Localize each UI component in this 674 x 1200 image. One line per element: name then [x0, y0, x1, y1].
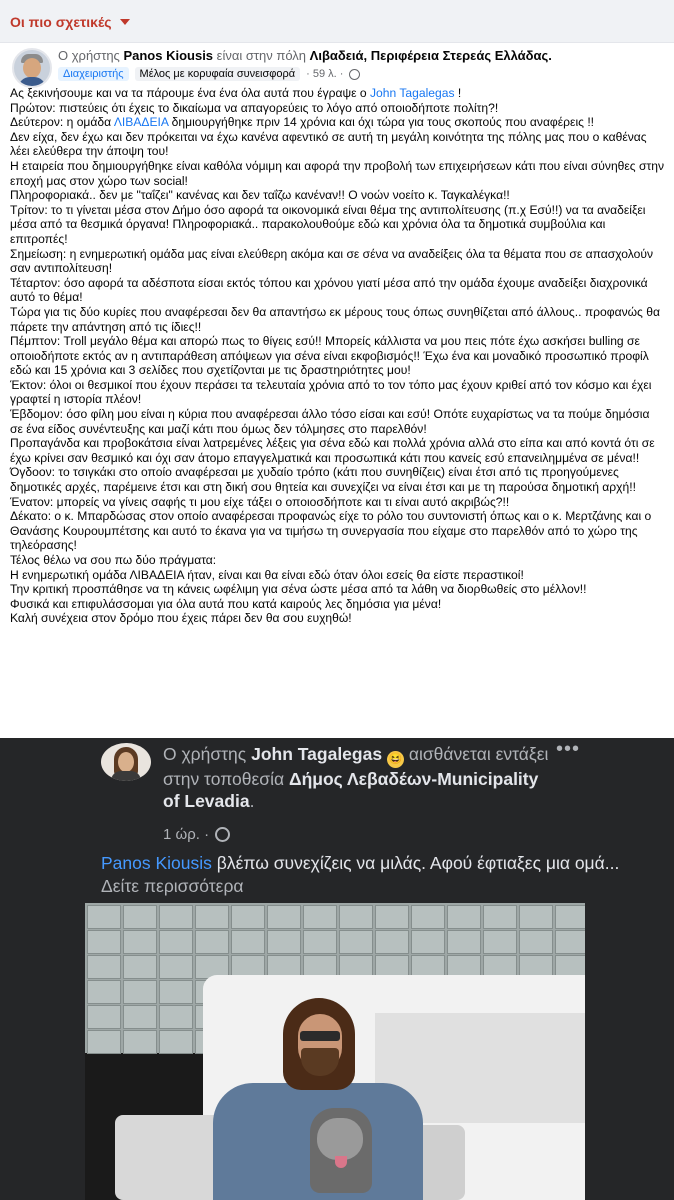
- glass-block: [87, 905, 121, 929]
- post-line: Καλή συνέχεια στον δρόμο που έχεις πάρει δεν θα σου ευχηθώ!: [10, 611, 352, 626]
- post-line: Πληροφοριακά.. δεν με "ταΐζει" κανένας και δεν ταΐζω κανέναν!! Ο νοών νοείτο κ. Ταγκαλέγκα!!: [10, 188, 510, 203]
- post-line: Τρίτον: το τι γίνεται μέσα στον Δήμο όσο αφορά τα οικονομικά είναι θέμα της αντιπολίτευσης (π.χ Εσύ!!) να τα αναδείξει μέσα από τα θεσμικά όργανα! Πληροφοριακά.. παρακολουθούμε εδώ και χρόνια όλα τα δημοτικά συμβούλια και επιτροπές!: [10, 202, 646, 246]
- more-options-icon[interactable]: •••: [556, 738, 581, 760]
- avatar[interactable]: [12, 48, 52, 88]
- glass-block: [267, 930, 301, 954]
- glass-block: [303, 930, 337, 954]
- caret-down-icon: [120, 19, 130, 25]
- location-link[interactable]: Δήμος Λεβαδέων-Municipality of Levadia: [163, 769, 539, 811]
- post-header: Ο χρήστης John Tagalegas 😆 αισθάνεται εντάξει στην τοποθεσία Δήμος Λεβαδέων-Municipality of Levadia.: [163, 744, 549, 811]
- post-line: Προπαγάνδα και προβοκάτσια είναι λατρεμένες λέξεις για σένα εδώ και πολλά χρόνια αλλά στο είπα και από κοντά ότι σε έχω κρίνει σαν θεσμικό και όχι σαν άτομο επαγγελματικά και προσωπικά κάτι που κανείς εσύ επανειλημμένα σε μένα!!: [10, 436, 655, 465]
- post-line: Σημείωση: η ενημερωτική ομάδα μας είναι ελεύθερη ακόμα και σε σένα να αναδείξεις όλα τα θέματα που σε απασχολούν σαν αντιπολίτευση!: [10, 246, 654, 276]
- post-line: Δεν είχα, δεν έχω και δεν πρόκειται να έχω κανένα αφεντικό σε αυτή τη μεγάλη κοινότητα της πόλης μας που ο καθένας λέει ελεύθερα την άποψη του!: [10, 129, 647, 159]
- post-photo[interactable]: [85, 903, 585, 1200]
- post-line: Πρώτον: πιστεύεις ότι έχεις το δικαίωμα να απαγορεύεις το λόγο από οποιοδήποτε πολίτη?!: [10, 100, 499, 115]
- post-line: Ας ξεκινήσουμε και να τα πάρουμε ένα ένα όλα αυτά που έγραψε ο John Tagalegas !: [10, 86, 462, 100]
- header-mid: είναι στην πόλη: [216, 48, 307, 63]
- sort-dropdown[interactable]: [10, 14, 130, 30]
- globe-icon: [349, 69, 360, 80]
- sunglasses: [300, 1031, 340, 1041]
- glass-block: [519, 905, 553, 929]
- avatar[interactable]: [101, 743, 151, 781]
- glass-block: [159, 1005, 193, 1029]
- post-header: [58, 48, 552, 63]
- glass-block: [267, 905, 301, 929]
- glass-block: [483, 930, 517, 954]
- glass-block: [123, 905, 157, 929]
- glass-block: [303, 905, 337, 929]
- post-john: [0, 738, 674, 1200]
- header-prefix: Ο χρήστης: [163, 744, 247, 764]
- glass-block: [159, 930, 193, 954]
- glass-block: [231, 930, 265, 954]
- post-line: Τέλος θέλω να σου πω δύο πράγματα:: [10, 553, 217, 567]
- glass-block: [195, 905, 229, 929]
- mention-panos[interactable]: Panos Kiousis: [101, 853, 212, 873]
- glass-block: [123, 955, 157, 979]
- glass-block: [87, 1030, 121, 1054]
- post-line: Την κριτική προσπάθησε να τη κάνεις ωφέλιμη για σένα ώστε μέσα από τα λάθη να διορθωθείς στο μέλλον!!: [10, 582, 587, 597]
- post-line: Όγδοον: το τσιγκάκι στο οποίο αναφέρεσαι με χυδαίο τρόπο (κάτι που συνηθίζεις) είναι έτσι από τις προηγούμενες δημοτικές αρχές, παρέμεινε έτσι και στη δική σου θητεία και συνεχίζει να είναι έτσι και με τη παρούσα δημοτική αρχή!!: [10, 465, 636, 495]
- glass-block: [159, 955, 193, 979]
- top-contributor-badge[interactable]: Μέλος με κορυφαία συνεισφορά: [135, 67, 301, 81]
- globe-icon: [215, 827, 230, 842]
- post-line: Δεύτερον: η ομάδα ΛΙΒΑΔΕΙΑ δημιουργήθηκε πριν 14 χρόνια και όχι τώρα για τους σκοπούς που αναφέρεις !!: [10, 115, 595, 130]
- post-line: Η ενημερωτική ομάδα ΛΙΒΑΔΕΙΑ ήταν, είναι και θα είναι εδώ όταν όλοι εσείς θα είστε περαστικοί!: [10, 567, 524, 582]
- post-text: [101, 852, 621, 898]
- post-line: Πέμπτον: Troll μεγάλο θέμα και απορώ πως το θίγεις εσύ!! Μπορείς κάλλιστα να μου πεις πότε έχω ασκήσει bulling σε οποιοδήποτε εκτός αν η αντιπαράθεση απόψεων για σένα είναι εκφοβισμός!! Έχω ένα και μοναδικό προσωπικό προφίλ εδώ και 15 χρόνια και 3 σελίδες που σχετίζονται με τις δραστηριότητες μου!: [10, 334, 649, 378]
- sort-label: Οι πιο σχετικές: [10, 14, 112, 30]
- post-text: [10, 86, 664, 626]
- admin-badge[interactable]: Διαχειριστής: [58, 67, 129, 81]
- mention-livadeia[interactable]: ΛΙΒΑΔΕΙΑ: [113, 115, 169, 130]
- header-prefix: Ο χρήστης: [58, 48, 120, 63]
- glass-block: [195, 930, 229, 954]
- post-line: Έκτον: όλοι οι θεσμικοί που έχουν περάσει τα τελευταία χρόνια από το τον τόπο μας έχουν κριθεί από τον κόσμο και έχει γραφτεί η ιστορία πλέον!: [10, 377, 652, 407]
- glass-block: [555, 905, 585, 929]
- post-time[interactable]: · 59 λ. ·: [306, 68, 344, 80]
- post-line: Έβδομον: όσο φίλη μου είναι η κύρια που αναφέρεσαι άλλο τόσο είσαι και εσύ! Οπότε ευχαρίστως να τα πούμε δημόσια σε ένα είδος συνέντευξης και μαζί κάτι που όμως δεν τόλμησες στο παρελθόν!: [10, 407, 650, 436]
- post-line: Ένατον: μπορείς να γίνεις σαφής τι μου είχε τάξει ο οποιοσδήποτε και τι είναι αυτό ακριβώς?!!: [10, 494, 510, 509]
- glass-block: [123, 1030, 157, 1054]
- glass-block: [411, 930, 445, 954]
- glass-block: [375, 930, 409, 954]
- location-link[interactable]: Λιβαδειά, Περιφέρεια Στερεάς Ελλάδας.: [309, 48, 552, 63]
- glass-block: [339, 930, 373, 954]
- glass-block: [519, 930, 553, 954]
- glass-block: [87, 1005, 121, 1029]
- glass-block: [411, 905, 445, 929]
- post-panos: [0, 43, 674, 738]
- post-meta: [58, 67, 360, 81]
- post-text-body: βλέπω συνεχίζεις να μιλάς. Αφού έφτιαξες μια ομά...: [211, 853, 620, 873]
- glass-block: [87, 955, 121, 979]
- comments-sort-bar: [0, 0, 674, 43]
- post-line: Δέκατο: ο κ. Μπαρδώσας στον οποίο αναφέρεσαι προφανώς είχε το ρόλο του συντονιστή όπως και ο κ. Μερτζάνης και ο Θανάσης Κουρουμπέτσης και αυτό το έκανα για να τιμήσω τη συνεργασία που είχαμε στο παρελθόν από το χώρο της τηλεόρασης!: [10, 509, 652, 553]
- author-name[interactable]: John Tagalegas: [251, 744, 383, 764]
- glass-block: [159, 905, 193, 929]
- post-line: Φυσικά και επιφυλάσσομαι για όλα αυτά που κατά καιρούς λες δημόσια για μένα!: [10, 596, 442, 611]
- glass-block: [87, 930, 121, 954]
- post-line: Η εταιρεία που δημιουργήθηκε είναι καθόλα νόμιμη και αφορά την προβολή των επιχειρήσεων κάτι που είναι σύνηθες στην εποχή μας στον χώρο των social!: [10, 158, 664, 188]
- laughing-emoji-icon: 😆: [387, 751, 404, 768]
- header-mid: αισθάνεται εντάξει στην τοποθεσία: [163, 744, 549, 789]
- glass-block: [87, 980, 121, 1004]
- mention-john[interactable]: John Tagalegas: [369, 86, 455, 100]
- glass-block: [375, 905, 409, 929]
- glass-block: [339, 905, 373, 929]
- glass-block: [555, 930, 585, 954]
- post-time[interactable]: 1 ώρ. ·: [163, 826, 210, 843]
- glass-block: [159, 980, 193, 1004]
- glass-block: [447, 905, 481, 929]
- glass-block: [123, 930, 157, 954]
- dog-face: [317, 1118, 363, 1160]
- author-name[interactable]: Panos Kiousis: [123, 48, 214, 63]
- post-line: Τέταρτον: όσο αφορά τα αδέσποτα είσαι εκτός τόπου και χρόνου γιατί μέσα από την ομάδα έχουμε αναδείξει διαχρονικά αυτό το θέμα!: [10, 275, 648, 305]
- post-meta: [163, 826, 230, 843]
- glass-block: [123, 1005, 157, 1029]
- glass-block: [231, 905, 265, 929]
- glass-block: [159, 1030, 193, 1054]
- glass-block: [123, 980, 157, 1004]
- see-more-link[interactable]: Δείτε περισσότερα: [101, 876, 244, 896]
- glass-block: [483, 905, 517, 929]
- post-line: Τώρα για τις δύο κυρίες που αναφέρεσαι δεν θα απαντήσω εκ μέρους τους όπως συνηθίζεται από άλλους.. προφανώς θα πάρετε την απάντηση από τις ίδιες!!: [10, 304, 660, 334]
- glass-block: [447, 930, 481, 954]
- pillow: [115, 1115, 225, 1200]
